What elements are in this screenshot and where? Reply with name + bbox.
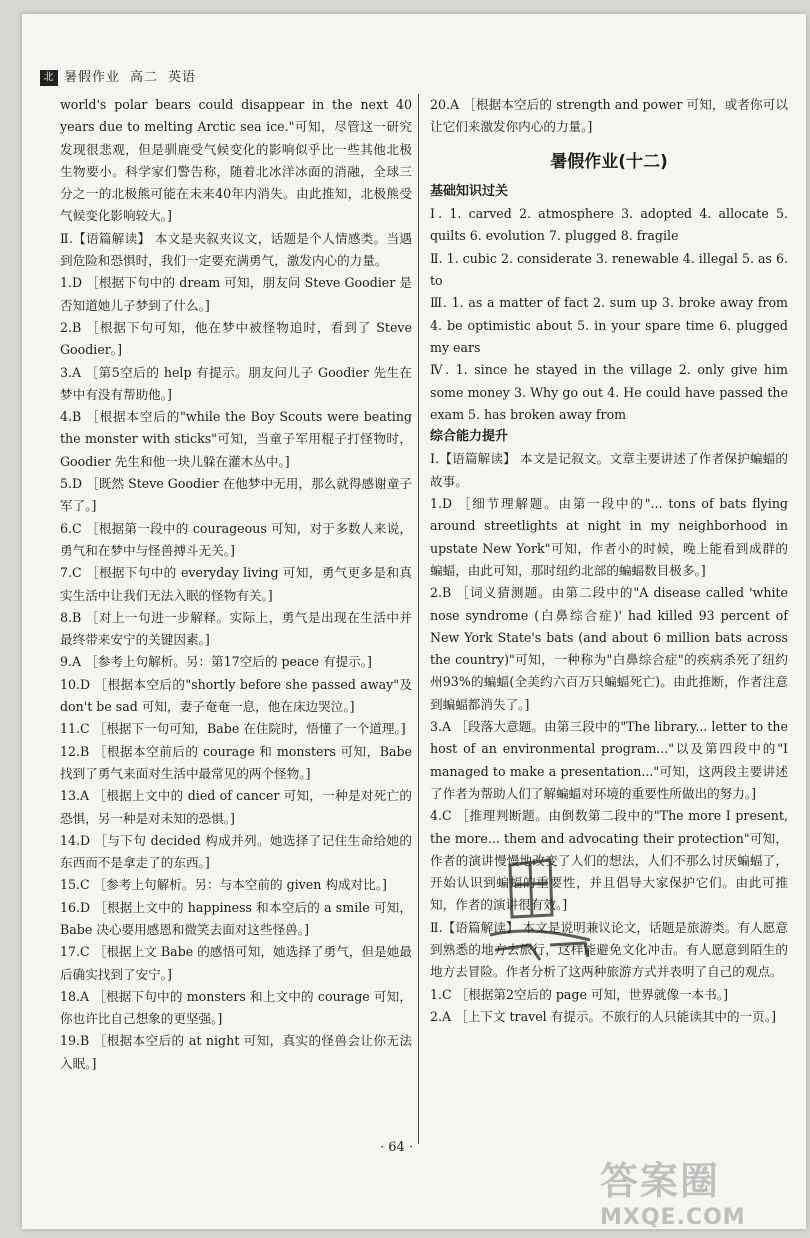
ability-heading: 综合能力提升 [430, 429, 509, 445]
answer-item: 5.D ［既然 Steve Goodier 在他梦中无用，那么就得感谢童子军了。] [60, 476, 412, 514]
answer-paragraph: world's polar bears could disappear in the next 40 years due to melting Arctic sea ice."可知，尽管这一研究发现很悲观，但是驯鹿受气候变化的影响似乎比一些其他北极生物要小。科学家们警告称，随着北冰洋冰面的消融，全球三分之一的北极熊可能在未来40年内消失。由此推知，北极熊受气候变化影响较大。] [60, 97, 412, 224]
answer-item: 8.B ［对上一句进一步解释。实际上，勇气是出现在生活中并最终带来安宁的关键因素。] [60, 609, 412, 648]
passage-analysis: Ⅱ.【语篇解读】 本文是说明兼议论文，话题是旅游类。有人愿意到熟悉的地方去旅行，这样能避免文化冲击。有人愿意到陌生的地方去冒险。作者分析了这两种旅游方式并表明了自己的观点。 [430, 919, 788, 980]
basics-heading: 基础知识过关 [430, 183, 509, 199]
answer-item: 1.D ［根据下句中的 dream 可知，朋友问 Steve Goodier 是否知道她儿子梦到了什么。] [60, 275, 412, 313]
answer-item: 7.C ［根据下句中的 everyday living 可知，勇气更多是和真实生活中让我们无法入眠的怪物有关。] [60, 565, 412, 603]
section-title: 暑假作业(十二) [550, 151, 668, 172]
basics-item: Ⅲ. 1. as a matter of fact 2. sum up 3. broke away from 4. be optimistic about 5. in your spare time 6. plugged my ears [430, 295, 788, 355]
answer-item: 20.A ［根据本空后的 strength and power 可知，或者你可以让它们来激发你内心的力量。] [430, 97, 788, 135]
column-divider [418, 94, 419, 1144]
answer-item: 15.C ［参考上句解析。另：与本空前的 given 构成对比。] [60, 877, 387, 893]
passage-analysis: Ⅰ.【语篇解读】 本文是记叙文。文章主要讲述了作者保护蝙蝠的故事。 [430, 451, 788, 489]
page-number: · 64 · [380, 1140, 414, 1155]
answer-item: 13.A ［根据上文中的 died of cancer 可知，一种是对死亡的恐惧，另一种是对未知的恐惧。] [60, 788, 412, 826]
answer-item: 2.A ［上下文 travel 有提示。不旅行的人只能读其中的一页。] [430, 1008, 776, 1024]
answer-item: 6.C ［根据第一段中的 courageous 可知，对于多数人来说，勇气和在梦中与怪兽搏斗无关。] [60, 520, 412, 558]
watermark-url: MXQE.COM [600, 1205, 746, 1230]
header-subject: 英语 [168, 70, 197, 85]
basics-item: Ⅳ. 1. since he stayed in the village 2. only give him some money 3. Why go out 4. He could have passed the exam 5. has broken away from [430, 362, 788, 422]
answer-item: 19.B ［根据本空后的 at night 可知，真实的怪兽会让你无法入眠。] [60, 1033, 412, 1071]
answer-item: 16.D ［根据上文中的 happiness 和本空后的 a smile 可知，Babe 决心要用感恩和微笑去面对这些怪兽。] [60, 899, 412, 937]
answer-item: 4.B ［根据本空后的"while the Boy Scouts were beating the monster with sticks"可知，当童子军用棍子打怪物时，Goodier 先生和他一块儿躲在灌木丛中。] [60, 409, 412, 469]
answer-item: 1.C ［根据第2空后的 page 可知，世界就像一本书。] [430, 986, 729, 1002]
answer-item: 1.D ［细节理解题。由第一段中的"... tons of bats flying around streetlights at night in my neighborhood in upstate New York"可知，作者小的时候，晚上能看到成群的蝙蝠，由此可知，那时纽约北部的蝙蝠数目极多。] [430, 496, 788, 578]
basics-item: Ⅱ. 1. cubic 2. considerate 3. renewable 4. illegal 5. as 6. to [430, 250, 788, 289]
answer-item: 9.A ［参考上句解析。另：第17空后的 peace 有提示。] [60, 654, 372, 670]
page-header [40, 66, 206, 88]
answer-item: 4.C ［推理判断题。由倒数第二段中的"The more I present, the more... them and advocating their protection"可知，作者的演讲慢慢地改变了人们的想法，人们不那么讨厌蝙蝠了，开始认识到蝙蝠的重要性，并且倡导大家保护它们。由此可推知，作者的演讲很有效。] [430, 808, 788, 913]
answer-item: 14.D ［与下句 decided 构成并列。她选择了记住生命给她的东西而不是拿走了的东西。] [60, 832, 412, 871]
answer-item: 3.A ［段落大意题。由第三段中的"The library... letter to the host of an environmental program..."以及第四段中的"I managed to make a presentation..."可知，这两段主要讲述了作者为帮助人们了解蝙蝠对环境的重要性所做出的努力。] [430, 719, 788, 801]
answer-item: 11.C ［根据下一句可知，Babe 在住院时，悟懂了一个道理。] [60, 721, 406, 737]
ink-stamp-icon [470, 855, 620, 965]
answer-item: 10.D ［根据本空后的"shortly before she passed away"及 don't be sad 可知，妻子奄奄一息，他在床边哭泣。] [60, 676, 412, 715]
header-title: 暑假作业 [64, 70, 121, 85]
answer-item: 12.B ［根据本空前后的 courage 和 monsters 可知，Babe 找到了勇气来面对生活中最常见的两个怪物。] [60, 743, 412, 781]
header-grade: 高二 [130, 70, 159, 85]
answer-item: 2.B ［词义猜测题。由第二段中的"A disease called 'white nose syndrome (白鼻综合症)' had killed 93 percent of New York State's bats (and about 6 million bats across the country)"可知，一种称为"白鼻综合症"的疾病杀死了纽约州93%的蝙蝠(全美约六百万只蝙蝠死亡)。由此推断，作者注意到蝙蝠都消失了。] [430, 585, 788, 712]
left-column [60, 94, 412, 1075]
watermark-logo: 答案圈 [600, 1159, 721, 1203]
answer-item: 17.C ［根据上文 Babe 的感悟可知，她选择了勇气，但是她最后确实找到了安宁。] [60, 944, 412, 982]
passage-analysis: Ⅱ.【语篇解读】 本文是夹叙夹议文，话题是个人情感类。当遇到危险和恐惧时，我们一定要充满勇气，激发内心的力量。 [60, 230, 412, 269]
watermark [600, 1150, 800, 1230]
basics-item: Ⅰ. 1. carved 2. atmosphere 3. adopted 4. allocate 5. quilts 6. evolution 7. plugged 8. fragile [430, 206, 788, 244]
answer-item: 18.A ［根据下句中的 monsters 和上文中的 courage 可知，你也许比自己想象的更坚强。] [60, 988, 412, 1027]
publisher-logo: 北 [40, 70, 58, 86]
answer-item: 3.A ［第5空后的 help 有提示。朋友问儿子 Goodier 先生在梦中有没有帮助他。] [60, 364, 412, 402]
answer-item: 2.B ［根据下句可知，他在梦中被怪物追时，看到了 Steve Goodier。] [60, 319, 412, 358]
